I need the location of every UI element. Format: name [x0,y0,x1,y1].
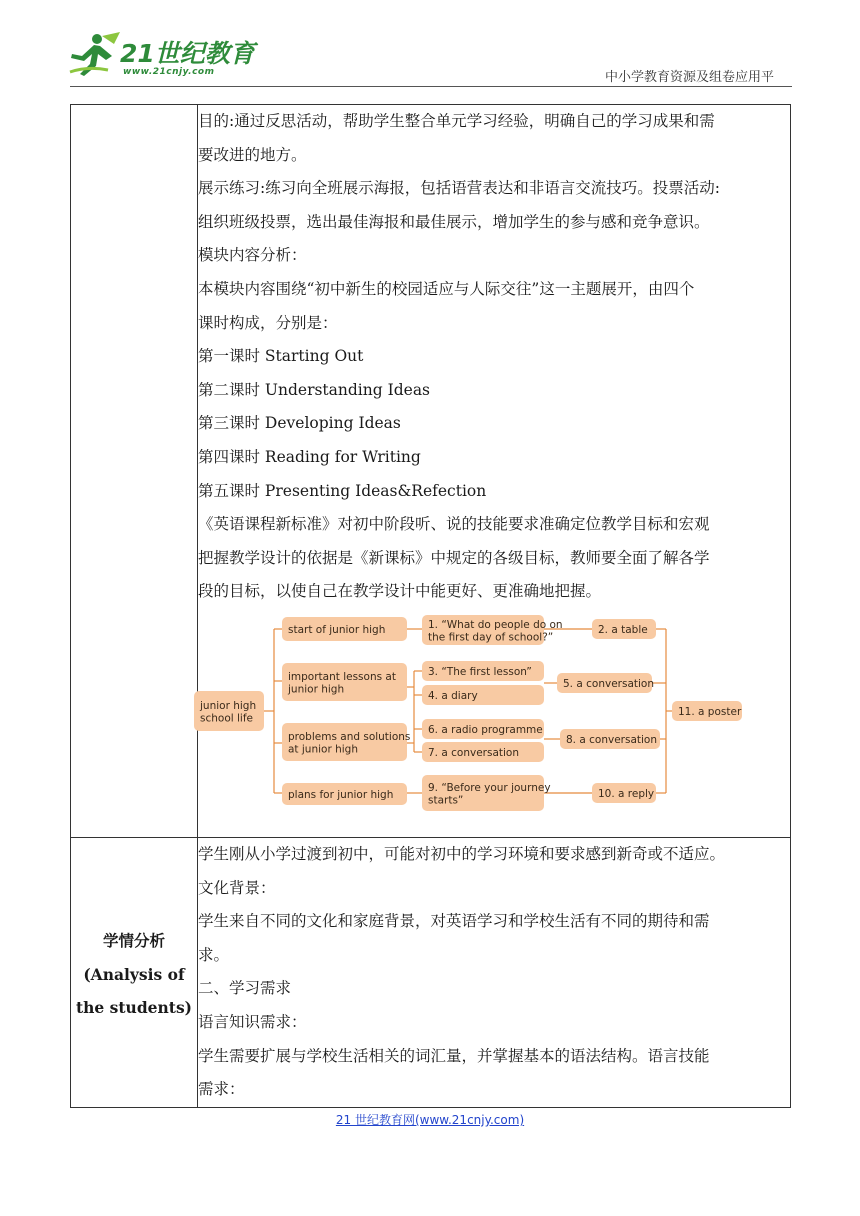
student-analysis-text [198,838,790,1107]
output-node-label: 10. a reply [598,787,655,800]
output-node-label: 8. a conversation [566,733,657,746]
task-node-label: 4. a diary [428,689,478,702]
text-line: 段的目标，以使自己在教学设计中能更好、更准确地把握。 [198,582,602,601]
footer-link[interactable]: 21 世纪教育网(www.21cnjy.com) [335,1113,525,1127]
final-node-label: 11. a poster [678,705,742,718]
task-node-label: 9. “Before your journey [428,781,551,794]
task-node-label: the first day of school?” [428,631,554,644]
text-line: 二、学习需求 [198,979,292,998]
text-line: 本模块内容围绕“初中新生的校园适应与人际交往”这一主题展开，由四个 [198,279,695,298]
topic-node-label: at junior high [288,743,359,756]
text-line: 模块内容分析： [198,246,307,265]
text-line: 课时构成，分别是： [198,313,338,332]
row2-content-cell [198,838,791,1108]
label-en-1: (Analysis of [83,964,185,984]
label-en-2: the students) [75,998,193,1018]
label-cn: 学情分析 [102,931,165,950]
table-row-module-analysis [71,105,791,838]
row1-label-cell [71,105,198,838]
student-analysis-label [71,838,197,1025]
text-line: 学生来自不同的文化和家庭背景，对英语学习和学校生活有不同的期待和需 [198,912,710,931]
logo-url: www.21cnjy.com [123,67,215,77]
text-line: 第四课时 Reading for Writing [198,447,421,466]
text-line: 第三课时 Developing Ideas [198,414,401,433]
topic-node-label: important lessons at [288,670,396,683]
text-line: 要改进的地方。 [198,145,307,164]
logo-text: 21世纪教育 [120,39,255,68]
text-line: 第一课时 Starting Out [198,347,364,366]
row1-content-cell [198,105,791,838]
task-node-label: 3. “The first lesson” [428,665,532,678]
text-line: 组织班级投票，选出最佳海报和最佳展示，增加学生的参与感和竞争意识。 [198,212,710,231]
topic-node-label: plans for junior high [288,788,394,801]
table-row-student-analysis [71,838,791,1108]
topic-node-label: junior high [288,683,345,696]
header-platform-text: 中小学教育资源及组卷应用平 [604,70,774,85]
text-line: 学生需要扩展与学校生活相关的词汇量，并掌握基本的语法结构。语言技能 [198,1046,710,1065]
text-line: 需求： [198,1080,245,1099]
header-divider [70,86,792,87]
page-header [0,0,860,90]
site-logo[interactable] [68,30,258,86]
unit-structure-diagram [194,615,754,811]
running-man-logo-icon [68,30,124,78]
text-line: 目的:通过反思活动，帮助学生整合单元学习经验，明确自己的学习成果和需 [198,112,715,130]
root-node-label: school life [200,712,253,725]
root-node-label: junior high [200,699,257,712]
text-line: 求。 [198,945,230,964]
task-node-label: 1. “What do people do on [428,618,563,631]
text-line: 学生刚从小学过渡到初中，可能对初中的学习环境和要求感到新奇或不适应。 [198,845,726,863]
topic-node-label: start of junior high [288,623,386,636]
text-line: 第五课时 Presenting Ideas&Refection [198,481,487,500]
text-line: 展示练习:练习向全班展示海报，包括语营表达和非语言交流技巧。投票活动: [198,179,720,198]
lesson-plan-table [70,104,791,1108]
output-node-label: 2. a table [598,623,648,636]
output-node-label: 5. a conversation [563,677,654,690]
task-node-label: 6. a radio programme [428,723,543,736]
text-line: 把握教学设计的依据是《新课标》中规定的各级目标，教师要全面了解各学 [198,548,710,567]
task-node-label: starts” [428,794,464,807]
text-line: 语言知识需求： [198,1012,307,1031]
text-line: 第二课时 Understanding Ideas [198,380,431,399]
row2-label-cell [71,838,198,1108]
text-line: 文化背景： [198,878,276,897]
task-node-label: 7. a conversation [428,746,519,759]
module-analysis-text [198,105,790,609]
text-line: 《英语课程新标准》对初中阶段听、说的技能要求准确定位教学目标和宏观 [198,515,710,534]
topic-node-label: problems and solutions [288,730,411,743]
